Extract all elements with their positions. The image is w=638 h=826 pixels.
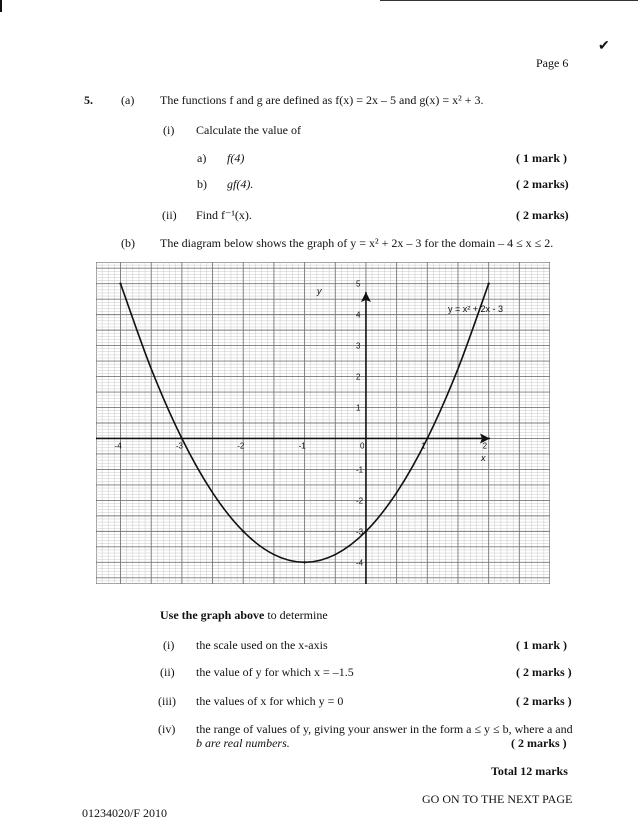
part-b-iv-text-line2: b are real numbers. (196, 736, 290, 750)
part-b-ii-marks: ( 2 marks ) (516, 665, 572, 679)
x-axis-label: x (481, 453, 486, 463)
part-b-ii-label: (ii) (160, 665, 175, 679)
x-tick-label: -2 (237, 441, 245, 451)
question-number: 5. (84, 93, 93, 107)
part-b-iv-text: the range of values of y, giving your answer in the form a ≤ y ≤ b, where a and (196, 722, 573, 736)
x-tick-label: -4 (114, 441, 122, 451)
part-b-iii-text: the values of x for which y = 0 (196, 694, 344, 708)
part-a-ii-label: (ii) (162, 208, 177, 222)
part-b-iv-label: (iv) (158, 722, 176, 736)
y-tick-label: 2 (355, 372, 361, 382)
part-a-i-label: (i) (163, 123, 175, 137)
part-a-i-b-label: b) (197, 177, 207, 191)
corner-tick-icon: ✔ (598, 39, 610, 54)
page-edge-mark (0, 0, 2, 12)
part-b-iii-label: (iii) (158, 694, 176, 708)
x-tick-label: 0 (359, 441, 365, 451)
page-top-rule (380, 0, 638, 1)
part-a-ii-text: Find f⁻¹(x). (196, 208, 252, 222)
footer-code: 01234020/F 2010 (82, 806, 168, 820)
y-tick-label: -4 (355, 558, 364, 568)
curve-point (426, 437, 428, 439)
part-a-label: (a) (121, 93, 135, 107)
part-b-i-label: (i) (163, 638, 175, 652)
x-tick-label: 1 (421, 441, 426, 451)
part-b-ii-text: the value of y for which x = –1.5 (196, 665, 354, 679)
x-tick-label: -1 (298, 441, 306, 451)
function-label: y = x² + 2x - 3 (448, 304, 504, 314)
part-b-i-marks: ( 1 mark ) (516, 638, 567, 652)
curve-point (181, 437, 183, 439)
y-tick-label: -3 (355, 527, 364, 537)
curve-point (242, 530, 244, 532)
y-tick-label: 1 (355, 403, 361, 413)
part-a-i-b-marks: ( 2 marks) (516, 177, 569, 191)
curve-point (303, 561, 305, 563)
page-number: Page 6 (536, 56, 569, 70)
part-a-i-a-marks: ( 1 mark ) (516, 151, 567, 165)
part-b-intro: The diagram below shows the graph of y = x² + 2x – 3 for the domain – 4 ≤ x ≤ 2. (160, 236, 554, 250)
part-b-i-text: the scale used on the x-axis (196, 638, 328, 652)
part-b-label: (b) (121, 236, 135, 250)
part-a-i-a-text: f(4) (227, 151, 245, 165)
total-marks: Total 12 marks (491, 764, 568, 778)
curve-point (365, 530, 367, 532)
part-a-i-text: Calculate the value of (196, 123, 301, 137)
part-a-intro: The functions f and g are defined as f(x) = 2x – 5 and g(x) = x² + 3. (160, 93, 484, 107)
footer-next-page: GO ON TO THE NEXT PAGE (422, 792, 573, 806)
y-tick-label: 3 (355, 341, 361, 351)
part-a-i-a-label: a) (197, 151, 207, 165)
quadratic-graph (96, 262, 550, 584)
curve-point (487, 282, 489, 284)
y-axis-label: y (317, 286, 322, 296)
part-a-i-b-text: gf(4). (227, 177, 254, 191)
part-b-instruction (160, 608, 328, 623)
x-tick-label: 2 (482, 441, 488, 451)
part-a-ii-marks: ( 2 marks) (516, 208, 569, 222)
part-b-iii-marks: ( 2 marks ) (516, 694, 572, 708)
y-tick-label: -1 (355, 465, 364, 475)
part-b-iv-marks: ( 2 marks ) (511, 736, 567, 750)
x-tick-label: -3 (175, 441, 184, 451)
y-tick-label: 4 (355, 310, 361, 320)
instruction-rest: to determine (264, 608, 328, 622)
instruction-bold: Use the graph above (160, 608, 265, 622)
y-tick-label: -2 (355, 496, 364, 506)
y-tick-label: 5 (355, 279, 361, 289)
curve-point (119, 282, 121, 284)
